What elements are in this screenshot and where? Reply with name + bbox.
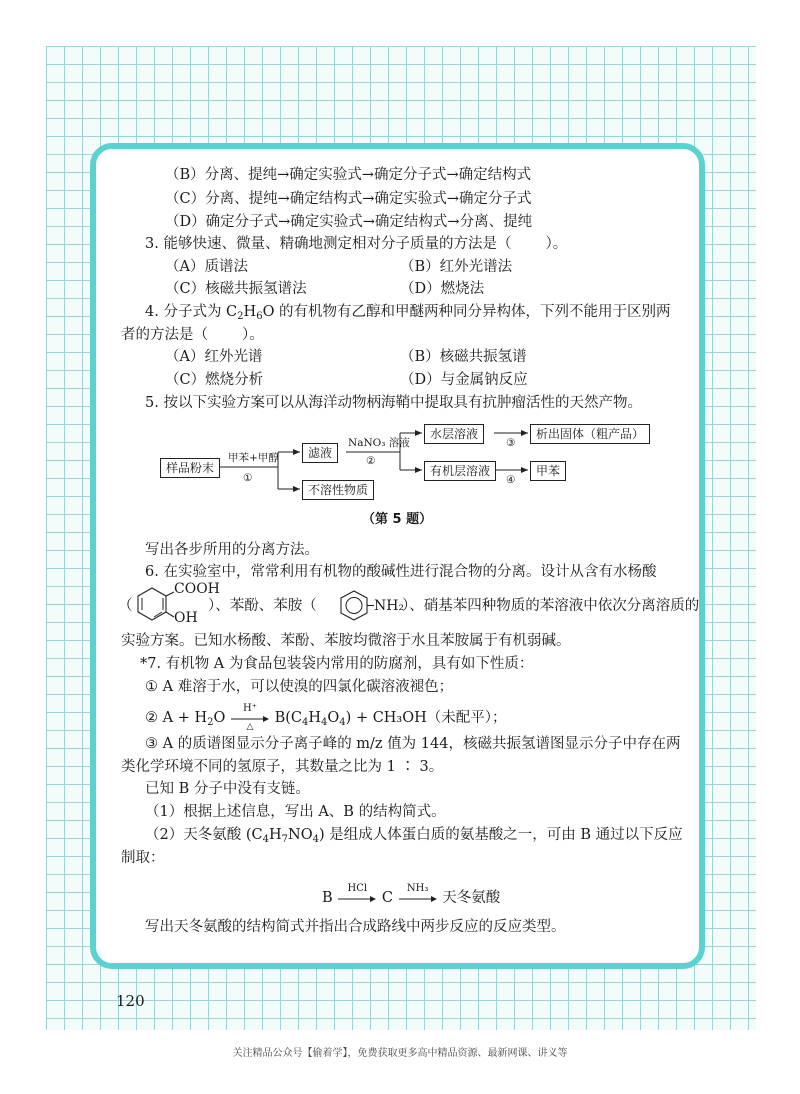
q7-sub-2-line2: 制取： bbox=[121, 850, 165, 866]
label-nano3: NaNO₃ 溶液 bbox=[348, 437, 410, 449]
label-step-2: ② bbox=[366, 455, 376, 467]
q2-option-c: （C）分离、提纯→确定结构式→确定实验式→确定分子式 bbox=[165, 191, 532, 207]
q4-option-d: （D）与金属钠反应 bbox=[400, 372, 528, 388]
synthesis-route: B HCl C NH₃ 天冬氨酸 bbox=[322, 884, 500, 912]
arrow-icon bbox=[230, 715, 270, 723]
q6-line3: 实验方案。已知水杨酸、苯酚、苯胺均微溶于水且苯胺属于有机弱碱。 bbox=[121, 633, 571, 649]
reaction-arrow: HCl bbox=[337, 884, 377, 912]
q3-option-d: （D）燃烧法 bbox=[400, 281, 485, 297]
label-solvent: 甲苯+甲醇 bbox=[228, 452, 279, 464]
q6-open-paren: （ bbox=[118, 598, 133, 614]
q4-option-a: （A）红外光谱 bbox=[165, 349, 263, 365]
q3-option-c: （C）核磁共振氢谱法 bbox=[165, 281, 307, 297]
q5-stem: 5. 按以下实验方案可以从海洋动物柄海鞘中提取具有抗肿瘤活性的天然产物。 bbox=[145, 395, 642, 411]
label-step-3: ③ bbox=[506, 437, 516, 449]
q7-stem: *7. 有机物 A 为食品包装袋内常用的防腐剂，具有如下性质： bbox=[140, 656, 534, 672]
q2-option-d: （D）确定分子式→确定实验式→确定结构式→分离、提纯 bbox=[165, 214, 533, 230]
q6-mid: ）、苯酚、苯胺（ bbox=[208, 598, 317, 614]
struct-cooh: COOH bbox=[174, 581, 220, 597]
q6-line1: 6. 在实验室中，常常利用有机物的酸碱性进行混合物的分离。设计从含有水杨酸 bbox=[145, 564, 657, 580]
q4-stem: 4. 分子式为 $C_2H_6O$ 的有机物有乙醇和甲醚两种同分异构体，下列不能用于区别两 bbox=[145, 304, 671, 322]
q4-stem-line2: 者的方法是（ ）。 bbox=[121, 327, 264, 343]
struct-oh: OH bbox=[174, 610, 198, 626]
box-sample-powder: 样品粉末 bbox=[160, 458, 220, 478]
label-step-4: ④ bbox=[506, 474, 516, 486]
box-toluene: 甲苯 bbox=[530, 461, 566, 481]
q7-task: 写出天冬氨酸的结构简式并指出合成路线中两步反应的反应类型。 bbox=[145, 919, 566, 935]
q7-property-2: ② $A + H_2O$ H⁺ △ $B(C_4H_4O_4) + CH_3OH$（未配平）； bbox=[145, 703, 507, 732]
salicylic-acid-structure-icon bbox=[130, 582, 175, 628]
box-organic-layer: 有机层溶液 bbox=[424, 461, 496, 481]
footer-notice: 关注精品公众号【偷着学】，免费获取更多高中精品资源、最新网课、讲义等 bbox=[232, 1048, 568, 1059]
q7-property-1: ① A 难溶于水，可以使溴的四氯化碳溶液褪色； bbox=[145, 679, 454, 695]
figure-caption: （第 5 题） bbox=[362, 512, 433, 527]
q7-property-3-line1: ③ A 的质谱图显示分子离子峰的 m/z 值为 144，核磁共振氢谱图显示分子中存在两 bbox=[145, 736, 681, 752]
arrow-icon bbox=[337, 895, 377, 903]
q4-option-c: （C）燃烧分析 bbox=[165, 372, 264, 388]
q6-end: ）、硝基苯四种物质的苯溶液中依次分离溶质的 bbox=[402, 598, 700, 614]
q3-stem: 3. 能够快速、微量、精确地测定相对分子质量的方法是（ ）。 bbox=[145, 236, 568, 252]
q7-note: 已知 B 分子中没有支链。 bbox=[145, 781, 310, 797]
arrow-icon bbox=[398, 895, 438, 903]
q2-option-b: （B）分离、提纯→确定实验式→确定分子式→确定结构式 bbox=[165, 167, 532, 183]
q4-option-b: （B）核磁共振氢谱 bbox=[400, 349, 527, 365]
reaction-arrow: H⁺ △ bbox=[230, 704, 270, 732]
q3-option-b: （B）红外光谱法 bbox=[400, 259, 513, 275]
q7-property-3-line2: 类化学环境不同的氢原子，其数量之比为 1 ∶ 3。 bbox=[121, 759, 444, 775]
label-step-1: ① bbox=[243, 472, 253, 484]
box-precipitate: 析出固体（粗产品） bbox=[530, 424, 650, 444]
box-filtrate: 滤液 bbox=[302, 443, 338, 463]
aniline-structure-icon bbox=[338, 588, 374, 624]
box-insoluble: 不溶性物质 bbox=[302, 480, 374, 500]
struct-nh2: NH₂ bbox=[374, 598, 405, 614]
q3-option-a: （A）质谱法 bbox=[165, 259, 248, 275]
q7-sub-2: （2）天冬氨酸 $(C_4H_7NO_4)$ 是组成人体蛋白质的氨基酸之一，可由 B 通过以下反应 bbox=[145, 827, 683, 845]
box-aqueous-layer: 水层溶液 bbox=[424, 424, 484, 444]
reaction-arrow: NH₃ bbox=[398, 884, 438, 912]
page-number: 120 bbox=[116, 992, 145, 1010]
q5-task: 写出各步所用的分离方法。 bbox=[145, 542, 319, 558]
q7-sub-1: （1）根据上述信息，写出 A、B 的结构简式。 bbox=[145, 804, 446, 820]
